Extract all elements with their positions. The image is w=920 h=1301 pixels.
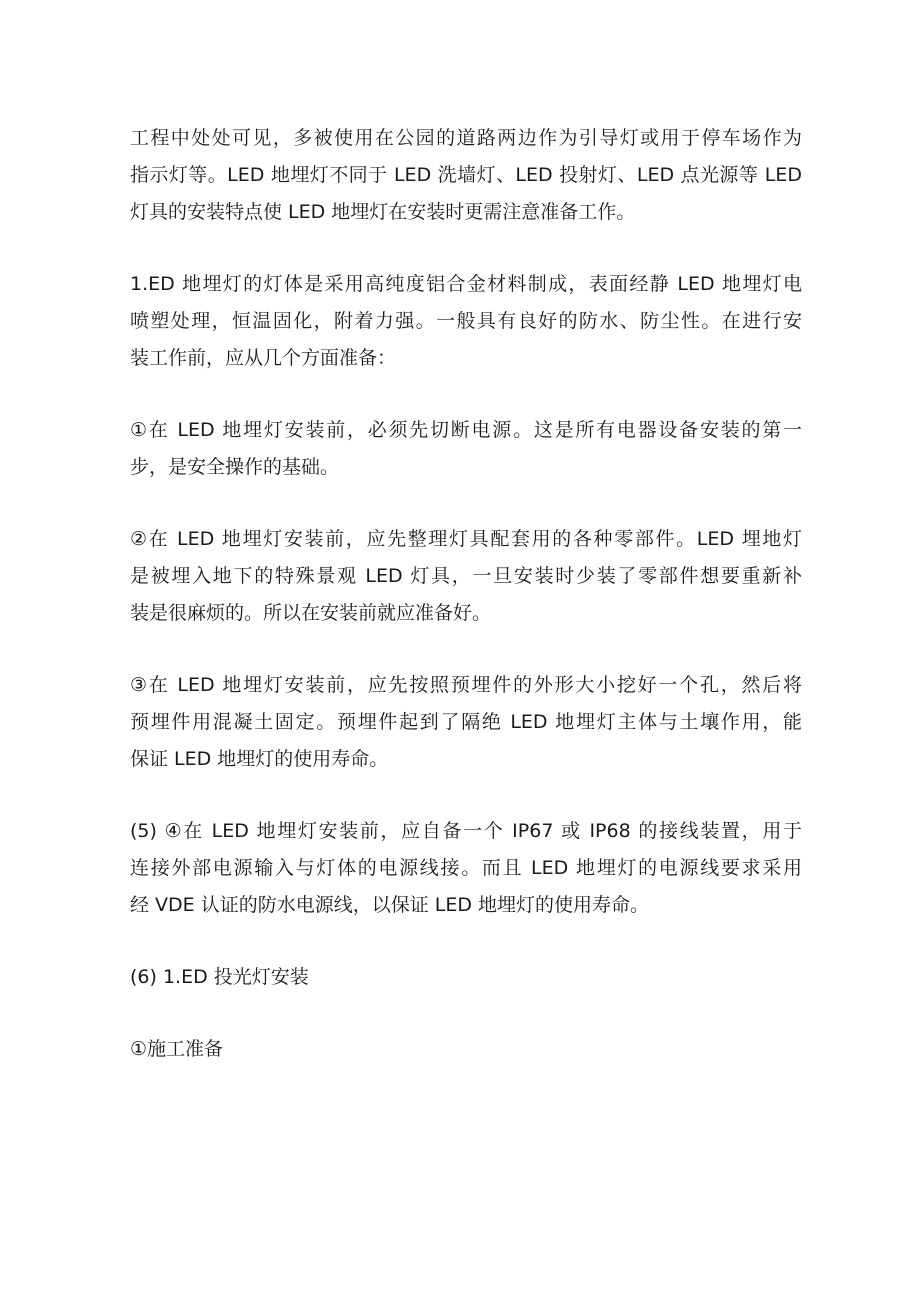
paragraph-step-2 [130, 521, 802, 632]
text-line: 步，是安全操作的基础。 [130, 456, 340, 478]
text-line: ③在 LED 地埋灯安装前，应先按照预埋件的外形大小挖好一个孔，然后将 [130, 674, 802, 696]
text-line: 1.ED 地埋灯的灯体是采用高纯度铝合金材料制成，表面经静 LED 地埋灯电 [130, 273, 802, 295]
text-line: 指示灯等。LED 地埋灯不同于 LED 洗墙灯、LED 投射灯、LED 点光源等 LED [130, 164, 802, 186]
text-line: (5) ④在 LED 地埋灯安装前，应自备一个 IP67 或 IP68 的接线装置，用于 [130, 820, 802, 842]
text-line: 灯具的安装特点使 LED 地埋灯在安装时更需注意准备工作。 [130, 201, 636, 223]
paragraph-material [130, 266, 802, 377]
text-line: 是被埋入地下的特殊景观 LED 灯具，一旦安装时少装了零部件想要重新补 [130, 565, 802, 587]
text-line: (6) 1.ED 投光灯安装 [130, 966, 309, 988]
text-line: 喷塑处理，恒温固化，附着力强。一般具有良好的防水、防尘性。在进行安 [130, 310, 802, 332]
text-line: 经 VDE 认证的防水电源线，以保证 LED 地埋灯的使用寿命。 [130, 894, 650, 916]
text-line: 连接外部电源输入与灯体的电源线接。而且 LED 地埋灯的电源线要求采用 [130, 857, 802, 879]
text-line: 装是很麻烦的。所以在安装前就应准备好。 [130, 602, 492, 624]
paragraph-step-3 [130, 667, 802, 778]
text-line: ②在 LED 地埋灯安装前，应先整理灯具配套用的各种零部件。LED 埋地灯 [130, 528, 802, 550]
text-line: 保证 LED 地埋灯的使用寿命。 [130, 748, 389, 770]
text-line: 装工作前，应从几个方面准备： [130, 347, 397, 369]
text-line: ①施工准备 [130, 1038, 224, 1060]
paragraph-step-4 [130, 813, 802, 924]
paragraph-intro [130, 120, 802, 231]
heading-construction-prep [130, 1031, 802, 1068]
paragraph-step-1 [130, 412, 802, 486]
heading-floodlight-install [130, 959, 802, 996]
text-line: 预埋件用混凝土固定。预埋件起到了隔绝 LED 地埋灯主体与土壤作用，能 [130, 711, 802, 733]
text-line: 工程中处处可见，多被使用在公园的道路两边作为引导灯或用于停车场作为 [130, 127, 802, 149]
text-line: ①在 LED 地埋灯安装前，必须先切断电源。这是所有电器设备安装的第一 [130, 419, 802, 441]
